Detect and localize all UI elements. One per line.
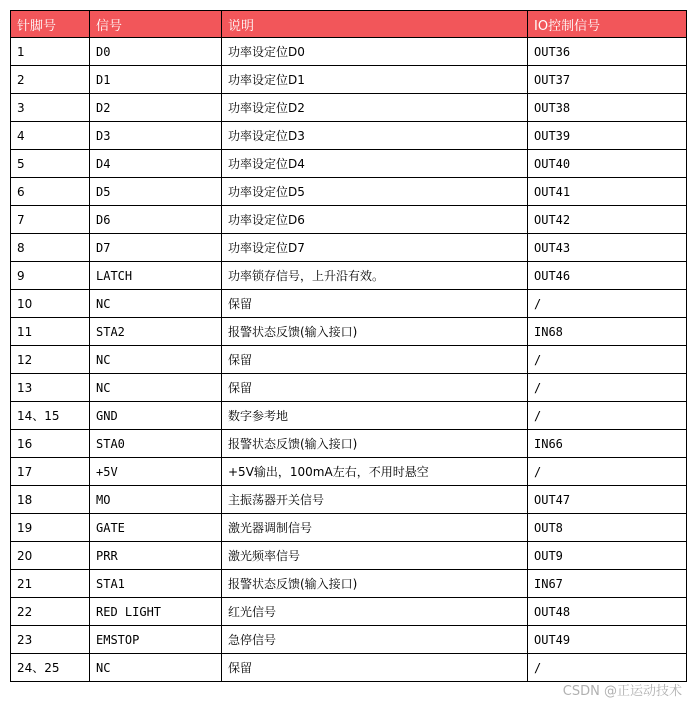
signal-cell: STA2	[90, 318, 222, 346]
table-row	[11, 570, 687, 598]
signal-cell: GATE	[90, 514, 222, 542]
table-row	[11, 150, 687, 178]
pin-cell: 1	[11, 38, 90, 66]
pin-cell: 11	[11, 318, 90, 346]
io-signal-cell: IN66	[528, 430, 687, 458]
io-signal-cell: OUT49	[528, 626, 687, 654]
io-signal-cell: IN68	[528, 318, 687, 346]
table-row	[11, 374, 687, 402]
signal-cell: MO	[90, 486, 222, 514]
signal-cell: D7	[90, 234, 222, 262]
table-row	[11, 178, 687, 206]
description-cell: 功率设定位D2	[222, 94, 528, 122]
signal-cell: D4	[90, 150, 222, 178]
description-cell: 功率设定位D6	[222, 206, 528, 234]
description-cell: 功率设定位D0	[222, 38, 528, 66]
table-row	[11, 486, 687, 514]
signal-cell: EMSTOP	[90, 626, 222, 654]
io-signal-cell: /	[528, 290, 687, 318]
table-row	[11, 654, 687, 682]
header-pin: 针脚号	[11, 11, 90, 38]
io-signal-cell: OUT39	[528, 122, 687, 150]
signal-cell: +5V	[90, 458, 222, 486]
pin-cell: 6	[11, 178, 90, 206]
io-signal-cell: OUT36	[528, 38, 687, 66]
pin-cell: 7	[11, 206, 90, 234]
table-row	[11, 626, 687, 654]
pin-definition-table	[10, 10, 687, 682]
pin-cell: 24、25	[11, 654, 90, 682]
io-signal-cell: OUT46	[528, 262, 687, 290]
pin-cell: 17	[11, 458, 90, 486]
description-cell: 功率设定位D5	[222, 178, 528, 206]
description-cell: 功率锁存信号，上升沿有效。	[222, 262, 528, 290]
pin-cell: 2	[11, 66, 90, 94]
io-signal-cell: IN67	[528, 570, 687, 598]
header-description: 说明	[222, 11, 528, 38]
pin-cell: 21	[11, 570, 90, 598]
io-signal-cell: /	[528, 458, 687, 486]
description-cell: 报警状态反馈(输入接口)	[222, 430, 528, 458]
description-cell: 保留	[222, 654, 528, 682]
table-header-row	[11, 11, 687, 38]
signal-cell: STA1	[90, 570, 222, 598]
description-cell: 激光频率信号	[222, 542, 528, 570]
signal-cell: LATCH	[90, 262, 222, 290]
pin-cell: 23	[11, 626, 90, 654]
header-io-signal: IO控制信号	[528, 11, 687, 38]
io-signal-cell: OUT48	[528, 598, 687, 626]
description-cell: 保留	[222, 290, 528, 318]
signal-cell: D0	[90, 38, 222, 66]
pin-cell: 9	[11, 262, 90, 290]
table-row	[11, 94, 687, 122]
description-cell: 保留	[222, 346, 528, 374]
io-signal-cell: OUT37	[528, 66, 687, 94]
table-row	[11, 234, 687, 262]
table-row	[11, 346, 687, 374]
io-signal-cell: /	[528, 402, 687, 430]
signal-cell: NC	[90, 374, 222, 402]
signal-cell: D2	[90, 94, 222, 122]
io-signal-cell: OUT42	[528, 206, 687, 234]
io-signal-cell: /	[528, 346, 687, 374]
description-cell: 报警状态反馈(输入接口)	[222, 570, 528, 598]
pin-cell: 18	[11, 486, 90, 514]
pin-cell: 20	[11, 542, 90, 570]
description-cell: 主振荡器开关信号	[222, 486, 528, 514]
io-signal-cell: OUT43	[528, 234, 687, 262]
io-signal-cell: /	[528, 654, 687, 682]
pin-cell: 16	[11, 430, 90, 458]
table-row	[11, 66, 687, 94]
description-cell: 报警状态反馈(输入接口)	[222, 318, 528, 346]
table-row	[11, 122, 687, 150]
table-row	[11, 38, 687, 66]
table-body	[11, 38, 687, 682]
signal-cell: NC	[90, 290, 222, 318]
table-row	[11, 458, 687, 486]
table-row	[11, 318, 687, 346]
pin-cell: 5	[11, 150, 90, 178]
io-signal-cell: OUT41	[528, 178, 687, 206]
signal-cell: RED LIGHT	[90, 598, 222, 626]
table-row	[11, 542, 687, 570]
io-signal-cell: OUT38	[528, 94, 687, 122]
signal-cell: D1	[90, 66, 222, 94]
description-cell: 激光器调制信号	[222, 514, 528, 542]
description-cell: 功率设定位D1	[222, 66, 528, 94]
description-cell: 保留	[222, 374, 528, 402]
signal-cell: D3	[90, 122, 222, 150]
description-cell: 功率设定位D4	[222, 150, 528, 178]
pin-cell: 10	[11, 290, 90, 318]
table-row	[11, 290, 687, 318]
table-row	[11, 206, 687, 234]
signal-cell: GND	[90, 402, 222, 430]
signal-cell: D5	[90, 178, 222, 206]
signal-cell: NC	[90, 654, 222, 682]
description-cell: 红光信号	[222, 598, 528, 626]
description-cell: 数字参考地	[222, 402, 528, 430]
pin-cell: 14、15	[11, 402, 90, 430]
header-signal: 信号	[90, 11, 222, 38]
io-signal-cell: OUT40	[528, 150, 687, 178]
pin-cell: 4	[11, 122, 90, 150]
io-signal-cell: OUT47	[528, 486, 687, 514]
io-signal-cell: /	[528, 374, 687, 402]
signal-cell: PRR	[90, 542, 222, 570]
pin-cell: 13	[11, 374, 90, 402]
table-row	[11, 598, 687, 626]
pin-cell: 12	[11, 346, 90, 374]
signal-cell: STA0	[90, 430, 222, 458]
description-cell: 功率设定位D3	[222, 122, 528, 150]
watermark: CSDN @正运动技术	[562, 684, 682, 699]
table-row	[11, 402, 687, 430]
table-row	[11, 514, 687, 542]
signal-cell: NC	[90, 346, 222, 374]
table-row	[11, 262, 687, 290]
description-cell: 急停信号	[222, 626, 528, 654]
pin-cell: 22	[11, 598, 90, 626]
pin-cell: 8	[11, 234, 90, 262]
io-signal-cell: OUT9	[528, 542, 687, 570]
table-row	[11, 430, 687, 458]
description-cell: +5V输出，100mA左右，不用时悬空	[222, 458, 528, 486]
pin-cell: 19	[11, 514, 90, 542]
io-signal-cell: OUT8	[528, 514, 687, 542]
signal-cell: D6	[90, 206, 222, 234]
pin-cell: 3	[11, 94, 90, 122]
description-cell: 功率设定位D7	[222, 234, 528, 262]
